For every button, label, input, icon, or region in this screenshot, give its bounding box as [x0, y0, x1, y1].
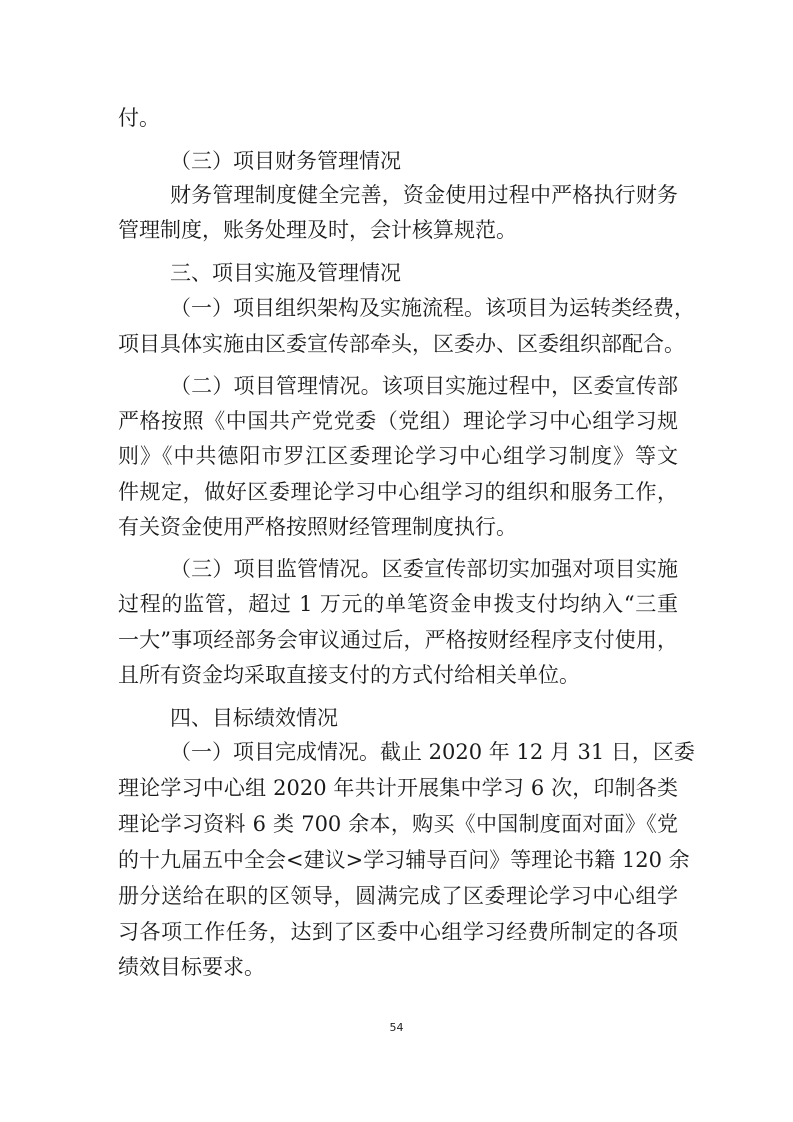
text-line: 则》《中共德阳市罗江区委理论学习中心组学习制度》等文 — [118, 444, 678, 468]
section-heading: 四、目标绩效情况 — [170, 706, 338, 730]
text-line: （一）项目组织架构及实施流程。该项目为运转类经费， — [170, 296, 695, 320]
text-line: （二）项目管理情况。该项目实施过程中，区委宣传部 — [170, 374, 678, 398]
section-heading: （三）项目财务管理情况 — [170, 149, 401, 173]
text-line: 理论学习中心组 2020 年共计开展集中学习 6 次，印制各类 — [118, 776, 678, 800]
text-line: 一大”事项经部务会审议通过后，严格按财经程序支付使用， — [118, 628, 678, 652]
text-line: 过程的监管，超过 1 万元的单笔资金申拨支付均纳入“三重 — [118, 592, 678, 616]
page-number: 54 — [389, 1021, 404, 1034]
text-line: 管理制度，账务处理及时，会计核算规范。 — [118, 218, 517, 242]
text-line: 且所有资金均采取直接支付的方式付给相关单位。 — [118, 663, 580, 687]
text-line: 财务管理制度健全完善，资金使用过程中严格执行财务 — [170, 183, 678, 207]
text-line: （三）项目监管情况。区委宣传部切实加强对项目实施 — [170, 557, 678, 581]
text-line: 理论学习资料 6 类 700 余本，购买《中国制度面对面》《党 — [118, 812, 678, 836]
section-heading: 三、项目实施及管理情况 — [170, 261, 401, 285]
text-line: 件规定，做好区委理论学习中心组学习的组织和服务工作， — [118, 480, 678, 504]
text-line: 有关资金使用严格按照财经管理制度执行。 — [118, 515, 517, 539]
text-line: 项目具体实施由区委宣传部牵头，区委办、区委组织部配合。 — [118, 332, 685, 356]
text-line: 严格按照《中国共产党党委（党组）理论学习中心组学习规 — [118, 409, 678, 433]
text-line: 的十九届五中全会<建议>学习辅导百问》等理论书籍 120 余 — [118, 848, 690, 872]
text-line: 册分送给在职的区领导，圆满完成了区委理论学习中心组学 — [118, 884, 678, 908]
text-line: 习各项工作任务，达到了区委中心组学习经费所制定的各项 — [118, 920, 678, 944]
text-line: 绩效目标要求。 — [118, 955, 265, 979]
text-line: 付。 — [118, 106, 160, 130]
text-line: （一）项目完成情况。截止 2020 年 12 月 31 日，区委 — [170, 740, 695, 764]
